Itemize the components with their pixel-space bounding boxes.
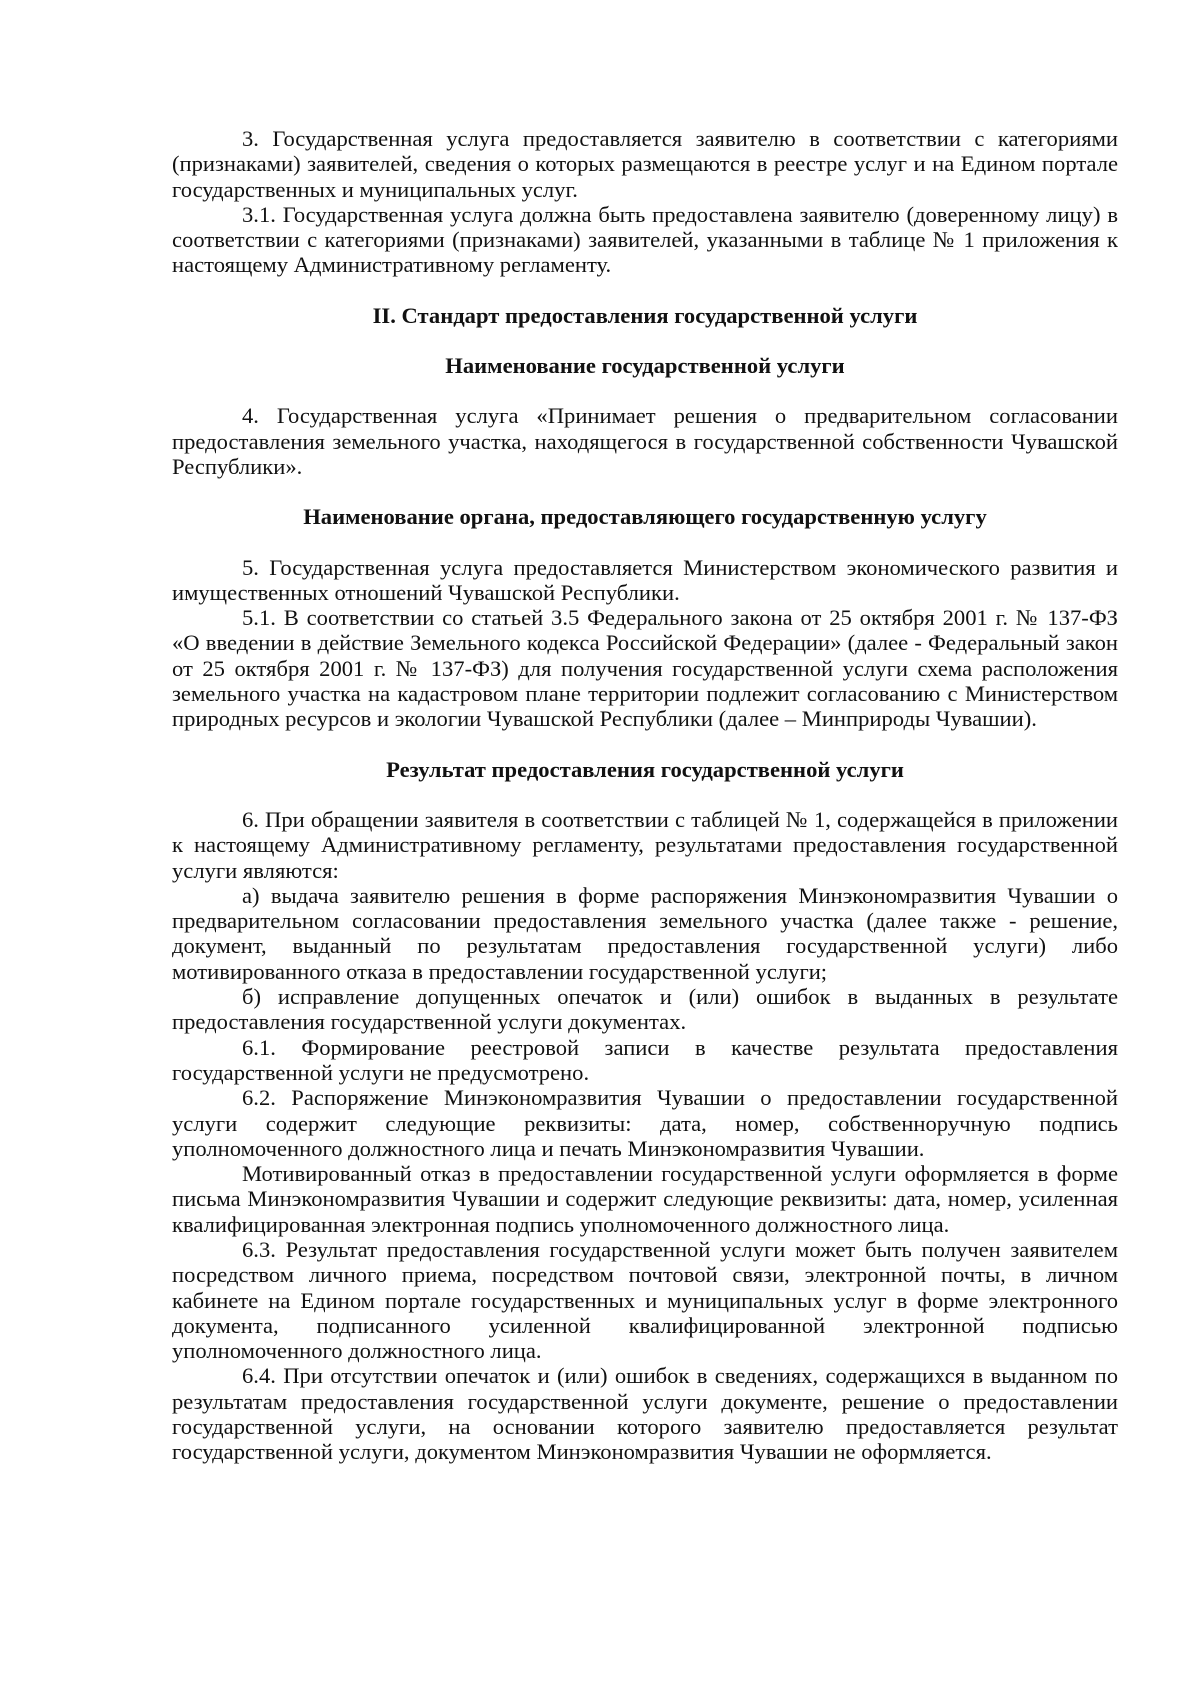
heading-service-name: Наименование государственной услуги bbox=[445, 353, 845, 379]
paragraph-4: 4. Государственная услуга «Принимает решения о предварительном согласовании предоставления земельного участка, находящегося в государственной собственности Чувашской Республики». bbox=[172, 403, 1118, 479]
document-page bbox=[172, 126, 1118, 1465]
paragraph-6-2: 6.2. Распоряжение Минэкономразвития Чувашии о предоставлении государственной услуги содержит следующие реквизиты: дата, номер, собственноручную подпись уполномоченного должностного лица и печать Минэкономразвития Чувашии. bbox=[172, 1085, 1118, 1161]
section-title: II. Стандарт предоставления государственной услуги bbox=[372, 302, 918, 328]
paragraph-refusal: Мотивированный отказ в предоставлении государственной услуги оформляется в форме письма Минэкономразвития Чувашии и содержит следующие реквизиты: дата, номер, усиленная квалифицированная электронная подпись уполномоченного должностного лица. bbox=[172, 1161, 1118, 1237]
paragraph-6-4: 6.4. При отсутствии опечаток и (или) ошибок в сведениях, содержащихся в выданном по результатам предоставления государственной услуги документе, решение о предоставлении государственной услуги, на основании которого заявителю предоставляется результат государственной услуги, документом Минэкономразвития Чувашии не оформляется. bbox=[172, 1363, 1118, 1465]
paragraph-6-a: а) выдача заявителю решения в форме распоряжения Минэкономразвития Чувашии о предварительном согласовании предоставления земельного участка (далее также - решение, документ, выданный по результатам предоставления государственной услуги) либо мотивированного отказа в предоставлении государственной услуги; bbox=[172, 882, 1118, 984]
paragraph-3-1: 3.1. Государственная услуга должна быть предоставлена заявителю (доверенному лицу) в соответствии с категориями (признаками) заявителей, указанными в таблице № 1 приложения к настоящему Административному регламенту. bbox=[172, 201, 1118, 278]
paragraph-6: 6. При обращении заявителя в соответствии с таблицей № 1, содержащейся в приложении к настоящему Административному регламенту, результатами предоставления государственной услуги являются: bbox=[172, 806, 1118, 883]
heading-service-result: Результат предоставления государственной услуги bbox=[386, 756, 904, 782]
heading-organ-name: Наименование органа, предоставляющего государственную услугу bbox=[303, 504, 987, 530]
paragraph-5-1: 5.1. В соответствии со статьей 3.5 Федерального закона от 25 октября 2001 г. № 137-ФЗ «О введении в действие Земельного кодекса Российской Федерации» (далее - Федеральный закон от 25 октября 2001 г. № 137-ФЗ) для получения государственной услуги схема расположения земельного участка на кадастровом плане территории подлежит согласованию с Министерством природных ресурсов и экологии Чувашской Республики (далее – Минприроды Чувашии). bbox=[172, 605, 1118, 732]
paragraph-6-3: 6.3. Результат предоставления государственной услуги может быть получен заявителем посредством личного приема, посредством почтовой связи, электронной почты, в личном кабинете на Едином портале государственных и муниципальных услуг в форме электронного документа, подписанного усиленной квалифицированной электронной подписью уполномоченного должностного лица. bbox=[172, 1236, 1118, 1364]
paragraph-3: 3. Государственная услуга предоставляется заявителю в соответствии с категориями (признаками) заявителей, сведения о которых размещаются в реестре услуг и на Едином портале государственных и муниципальных услуг. bbox=[172, 126, 1118, 202]
paragraph-6-1: 6.1. Формирование реестровой записи в качестве результата предоставления государственной услуги не предусмотрено. bbox=[172, 1034, 1118, 1085]
paragraph-5: 5. Государственная услуга предоставляется Министерством экономического развития и имущественных отношений Чувашской Республики. bbox=[172, 554, 1118, 605]
paragraph-6-b: б) исправление допущенных опечаток и (или) ошибок в выданных в результате предоставления государственной услуги документах. bbox=[172, 984, 1118, 1035]
